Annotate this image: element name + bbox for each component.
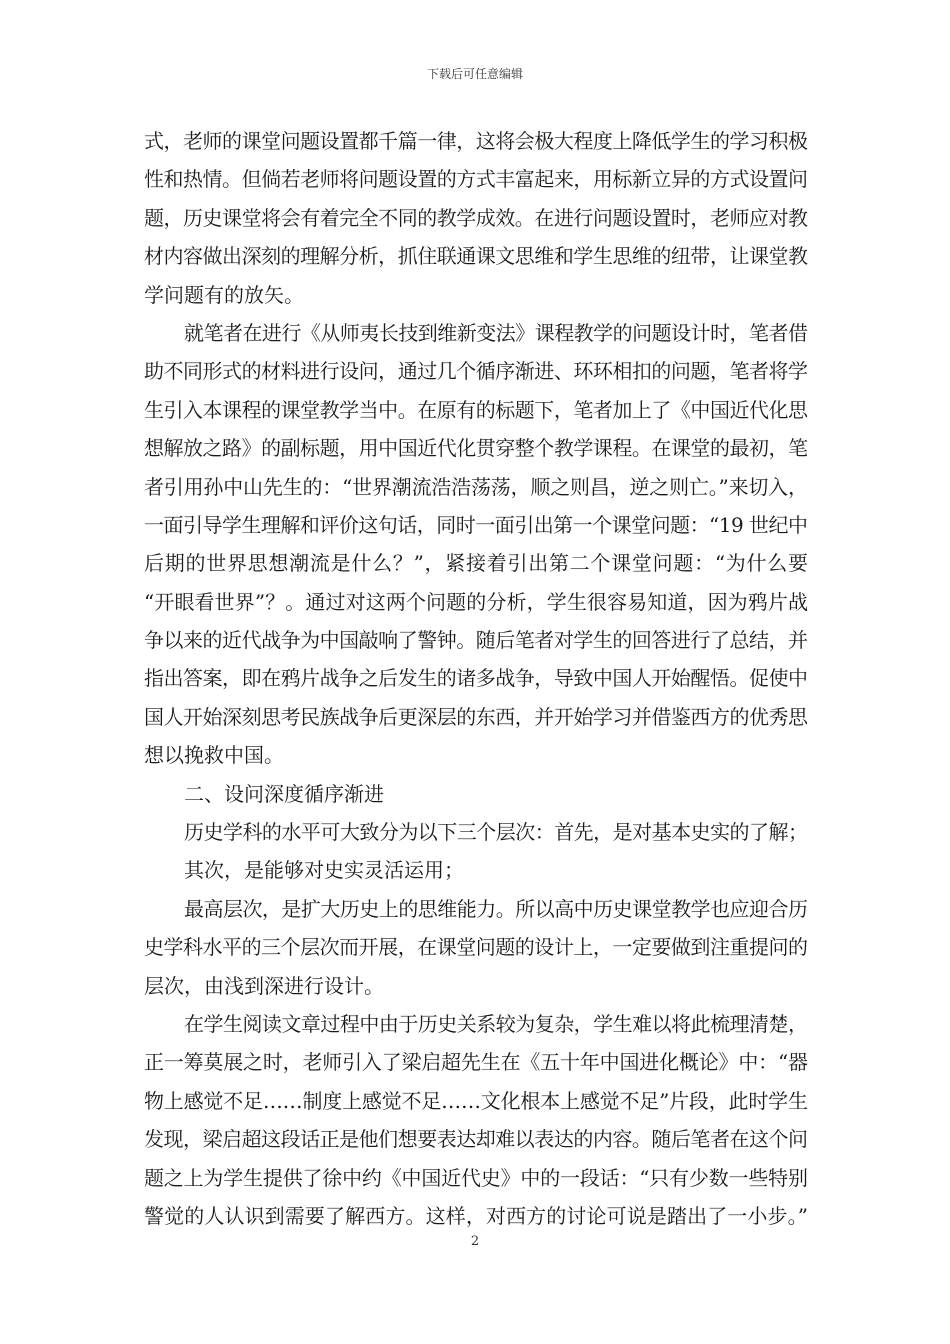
text-line: 争以来的近代战争为中国敲响了警钟。随后笔者对学生的回答进行了总结，并	[144, 628, 808, 653]
text-line: 发现，梁启超这段话正是他们想要表达却难以表达的内容。随后笔者在这个问	[144, 1127, 808, 1152]
body-text	[144, 122, 808, 1235]
text-line: 正一筹莫展之时，老师引入了梁启超先生在《五十年中国进化概论》中：“器	[144, 1050, 808, 1075]
text-line: 后期的世界思想潮流是什么？”，紧接着引出第二个课堂问题：“为什么要	[144, 551, 809, 576]
text-line: 者引用孙中山先生的：“世界潮流浩浩荡荡，顺之则昌，逆之则亡。”来切入，	[144, 474, 808, 499]
page-header: 下载后可任意编辑	[426, 67, 523, 81]
text-line: 题，历史课堂将会有着完全不同的教学成效。在进行问题设置时，老师应对教	[144, 205, 808, 230]
text-line: 学问题有的放矢。	[144, 282, 304, 307]
text-line: 想解放之路》的副标题，用中国近代化贯穿整个教学课程。在课堂的最初，笔	[144, 436, 808, 461]
text-line: 警觉的人认识到需要了解西方。这样，对西方的讨论可说是踏出了一小步。”	[144, 1203, 809, 1228]
text-line: 材内容做出深刻的理解分析，抓住联通课文思维和学生思维的纽带，让课堂教	[144, 244, 808, 269]
text-line: 指出答案，即在鸦片战争之后发生的诸多战争，导致中国人开始醒悟。促使中	[144, 666, 808, 691]
page-number: 2	[470, 1234, 480, 1249]
text-line: 国人开始深刻思考民族战争后更深层的东西，并开始学习并借鉴西方的优秀思	[144, 704, 808, 729]
text-line: 物上感觉不足……制度上感觉不足……文化根本上感觉不足”片段，此时学生	[144, 1088, 808, 1113]
text-line: 题之上为学生提供了徐中约《中国近代史》中的一段话：“只有少数一些特别	[144, 1165, 808, 1190]
text-line: 最高层次，是扩大历史上的思维能力。所以高中历史课堂教学也应迎合历	[184, 896, 808, 921]
text-line: 一面引导学生理解和评价这句话，同时一面引出第一个课堂问题：“19 世纪中	[144, 512, 808, 537]
text-line: 历史学科的水平可大致分为以下三个层次：首先，是对基本史实的了解；	[184, 820, 808, 845]
text-line: 式，老师的课堂问题设置都千篇一律，这将会极大程度上降低学生的学习积极	[144, 129, 808, 153]
text-line: 助不同形式的材料进行设问，通过几个循序渐进、环环相扣的问题，笔者将学	[144, 359, 808, 384]
text-line: 想以挽救中国。	[144, 743, 284, 768]
text-line: 史学科水平的三个层次而开展，在课堂问题的设计上，一定要做到注重提问的	[144, 935, 808, 960]
text-line: “开眼看世界”？。通过对这两个问题的分析，学生很容易知道，因为鸦片战	[144, 589, 809, 614]
text-line: 在学生阅读文章过程中由于历史关系较为复杂，学生难以将此梳理清楚，	[184, 1011, 808, 1036]
section-heading: 二、设问深度循序渐进	[184, 781, 384, 806]
text-line: 层次，由浅到深进行设计。	[144, 973, 384, 998]
text-line: 就笔者在进行《从师夷长技到维新变法》课程教学的问题设计时，笔者借	[184, 320, 808, 345]
text-line: 其次，是能够对史实灵活运用；	[184, 858, 464, 883]
text-line: 性和热情。但倘若老师将问题设置的方式丰富起来，用标新立异的方式设置问	[144, 167, 808, 192]
text-line: 生引入本课程的课堂教学当中。在原有的标题下，笔者加上了《中国近代化思	[144, 397, 808, 422]
